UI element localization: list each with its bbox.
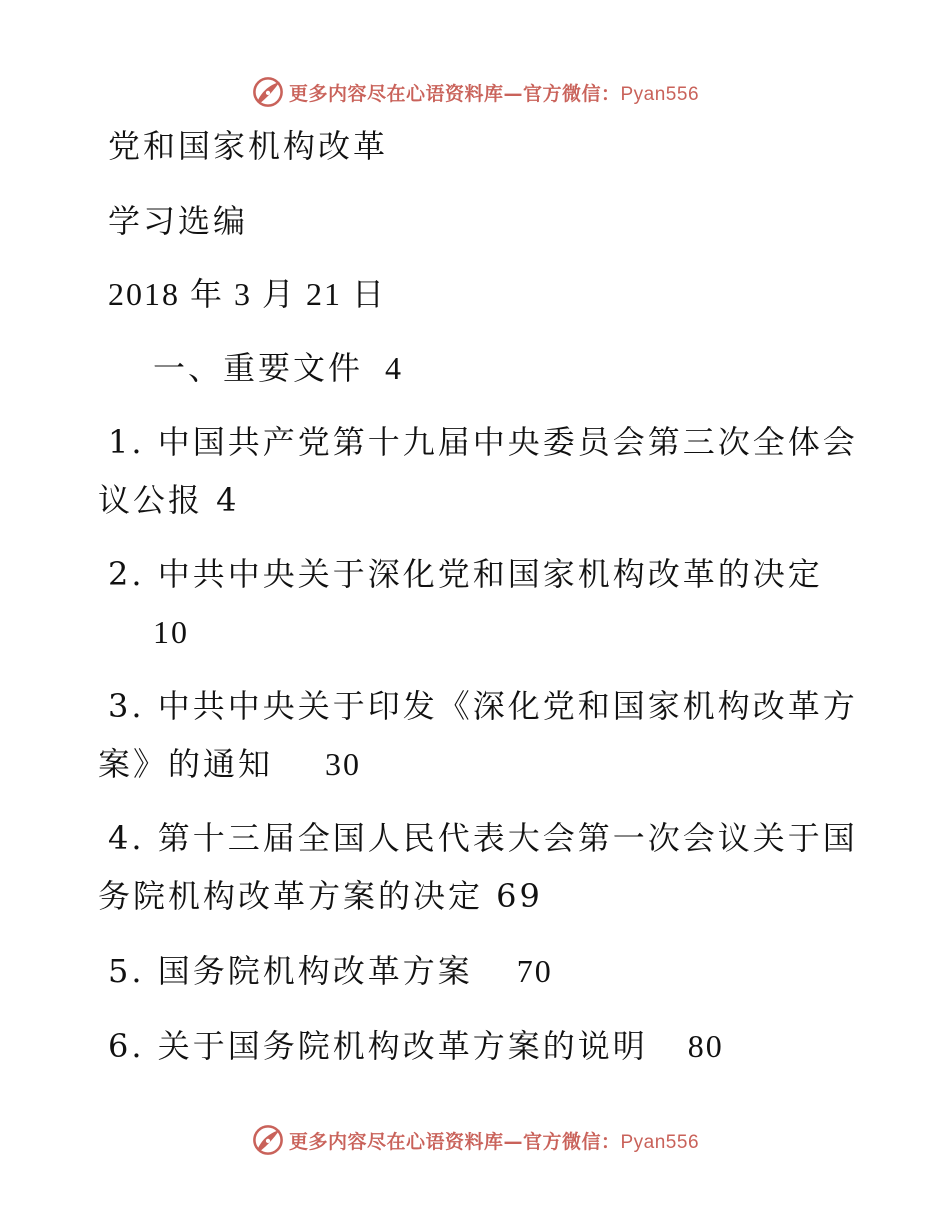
watermark-wechat-id: Pyan556 (620, 1131, 700, 1153)
section-label: 一、重要文件 (153, 349, 364, 387)
toc-item-3-line-2 (98, 745, 362, 783)
watermark-wechat-id: Pyan556 (620, 83, 700, 105)
document-title: 党和国家机构改革 (108, 127, 389, 165)
document-date: 2018 年 3 月 21 日 (108, 276, 387, 312)
toc-item-5-page: 70 (516, 953, 553, 989)
watermark-label: 更多内容尽在心语资料库—官方微信： (288, 82, 621, 105)
header-watermark (0, 72, 950, 112)
section-heading (153, 349, 404, 387)
toc-item-2-page: 10 (153, 614, 189, 650)
toc-item-3-line-1: 3. 中共中央关于印发《深化党和国家机构改革方 (108, 687, 858, 725)
toc-item-6 (108, 1027, 724, 1065)
toc-item-6-page: 80 (687, 1028, 724, 1064)
toc-item-5 (108, 952, 553, 990)
footer-watermark (0, 1120, 950, 1160)
section-page: 4 (385, 350, 404, 386)
toc-item-6-label: 6. 关于国务院机构改革方案的说明 (108, 1027, 648, 1065)
toc-item-3-page: 30 (325, 746, 362, 782)
document-subtitle: 学习选编 (108, 202, 249, 240)
toc-item-2-line-1: 2. 中共中央关于深化党和国家机构改革的决定 (108, 555, 823, 593)
toc-item-4-line-1: 4. 第十三届全国人民代表大会第一次会议关于国 (108, 819, 858, 857)
toc-item-4-line-2: 务院机构改革方案的决定 69 (98, 877, 543, 915)
pen-nib-logo-icon (251, 75, 285, 109)
pen-nib-logo-icon (251, 1123, 285, 1157)
toc-item-5-label: 5. 国务院机构改革方案 (108, 952, 473, 990)
watermark-text (289, 79, 699, 106)
watermark-text (289, 1127, 699, 1154)
watermark-label: 更多内容尽在心语资料库—官方微信： (288, 1130, 621, 1153)
toc-item-1-line-2: 议公报 4 (98, 481, 240, 519)
toc-item-3-continuation: 案》的通知 (98, 745, 274, 783)
toc-item-1-line-1: 1. 中国共产党第十九届中央委员会第三次全体会 (108, 423, 858, 461)
